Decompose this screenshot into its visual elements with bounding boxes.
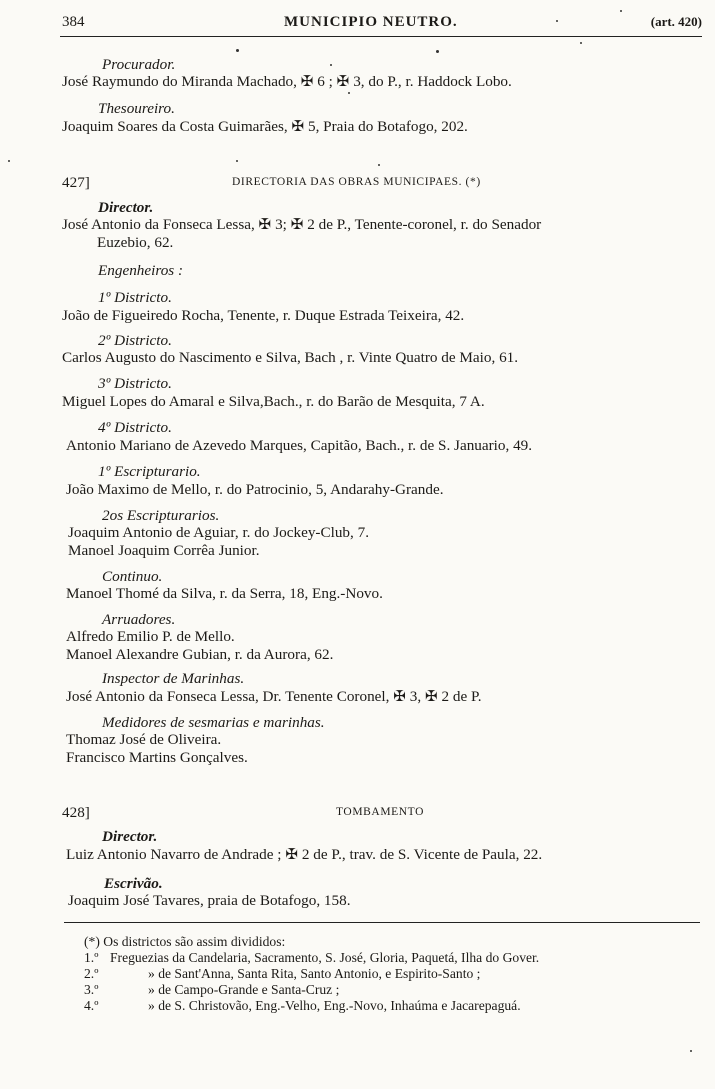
scan-speck	[580, 42, 582, 44]
footnote-rule	[64, 922, 700, 923]
scan-speck	[330, 64, 332, 66]
scan-speck	[556, 20, 558, 22]
district-4-entry: Antonio Mariano de Azevedo Marques, Capitão, Bach., r. de S. Januario, 49.	[66, 437, 533, 454]
scan-speck	[436, 50, 439, 53]
section-427-number: 427]	[62, 174, 90, 191]
scan-speck	[8, 160, 10, 162]
district-2-label: 2º Districto.	[98, 332, 172, 349]
district-3-label: 3º Districto.	[98, 375, 172, 392]
medidores-entry-2: Francisco Martins Gonçalves.	[66, 749, 248, 766]
inspector-label: Inspector de Marinhas.	[102, 670, 245, 687]
thesoureiro-entry: Joaquim Soares da Costa Guimarães, ✠ 5, Praia do Botafogo, 202.	[62, 118, 468, 135]
footnote-row-2-num: 2.º	[84, 966, 99, 981]
footnote-row-3-text: » de Campo-Grande e Santa-Cruz ;	[148, 982, 340, 997]
arruadores-label: Arruadores.	[102, 611, 176, 628]
footnote-row-1-text: Freguezias da Candelaria, Sacramento, S. José, Gloria, Paquetá, Ilha do Gover.	[110, 950, 540, 965]
arruadores-entry-2: Manoel Alexandre Gubian, r. da Aurora, 62.	[66, 646, 334, 663]
medidores-label: Medidores de sesmarias e marinhas.	[102, 714, 325, 731]
escrivao-label: Escrivão.	[104, 875, 163, 892]
director-entry-line2: Euzebio, 62.	[97, 234, 174, 251]
scan-speck	[690, 1050, 692, 1052]
thesoureiro-label: Thesoureiro.	[98, 100, 175, 117]
tombamento-director-entry: Luiz Antonio Navarro de Andrade ; ✠ 2 de P., trav. de S. Vicente de Paula, 22.	[66, 846, 543, 863]
district-4-label: 4º Districto.	[98, 419, 172, 436]
section-428-number: 428]	[62, 804, 90, 821]
medidores-entry-1: Thomaz José de Oliveira.	[66, 731, 222, 748]
district-3-entry: Miguel Lopes do Amaral e Silva,Bach., r. do Barão de Mesquita, 7 A.	[62, 393, 485, 410]
inspector-entry: José Antonio da Fonseca Lessa, Dr. Tenente Coronel, ✠ 3, ✠ 2 de P.	[66, 688, 482, 705]
scan-speck	[378, 164, 380, 166]
procurador-entry: José Raymundo do Miranda Machado, ✠ 6 ; ✠ 3, do P., r. Haddock Lobo.	[62, 73, 512, 90]
escripturario-entry: João Maximo de Mello, r. do Patrocinio, 5, Andarahy-Grande.	[66, 481, 444, 498]
district-1-label: 1º Districto.	[98, 289, 172, 306]
footnote-row-4-text: » de S. Christovão, Eng.-Velho, Eng.-Novo, Inhaúma e Jacarepaguá.	[148, 998, 521, 1013]
section-427-heading: DIRECTORIA DAS OBRAS MUNICIPAES. (*)	[232, 176, 481, 188]
continuo-entry: Manoel Thomé da Silva, r. da Serra, 18, Eng.-Novo.	[66, 585, 383, 602]
escripturarios-entry-2: Manoel Joaquim Corrêa Junior.	[68, 542, 260, 559]
district-2-entry: Carlos Augusto do Nascimento e Silva, Bach , r. Vinte Quatro de Maio, 61.	[62, 349, 519, 366]
header-rule	[60, 36, 702, 37]
scan-speck	[620, 10, 622, 12]
escrivao-entry: Joaquim José Tavares, praia de Botafogo, 158.	[68, 892, 351, 909]
scan-speck	[236, 160, 238, 162]
scan-speck	[348, 92, 350, 94]
escripturario-label: 1º Escripturario.	[98, 463, 201, 480]
engenheiros-label: Engenheiros :	[98, 262, 184, 279]
footnote-row-3-num: 3.º	[84, 982, 99, 997]
district-1-entry: João de Figueiredo Rocha, Tenente, r. Duque Estrada Teixeira, 42.	[62, 307, 465, 324]
continuo-label: Continuo.	[102, 568, 163, 585]
arruadores-entry-1: Alfredo Emilio P. de Mello.	[66, 628, 235, 645]
page-title: MUNICIPIO NEUTRO.	[284, 14, 458, 30]
director-label: Director.	[98, 199, 154, 216]
footnote-row-4-num: 4.º	[84, 998, 99, 1013]
escripturarios-label: 2os Escripturarios.	[102, 507, 220, 524]
director-entry-line1: José Antonio da Fonseca Lessa, ✠ 3; ✠ 2 de P., Tenente-coronel, r. do Senador	[62, 216, 542, 233]
section-428-heading: TOMBAMENTO	[336, 806, 424, 818]
escripturarios-entry-1: Joaquim Antonio de Aguiar, r. do Jockey-Club, 7.	[68, 524, 370, 541]
page-number: 384	[62, 14, 85, 30]
scan-speck	[236, 49, 239, 52]
article-reference: (art. 420)	[650, 14, 702, 29]
footnote-row-2-text: » de Sant'Anna, Santa Rita, Santo Antonio, e Espirito-Santo ;	[148, 966, 481, 981]
footnote-row-1-num: 1.º	[84, 950, 99, 965]
tombamento-director-label: Director.	[102, 828, 158, 845]
page-header	[62, 14, 702, 36]
footnote-intro: (*) Os districtos são assim divididos:	[84, 934, 286, 949]
procurador-label: Procurador.	[102, 56, 176, 73]
